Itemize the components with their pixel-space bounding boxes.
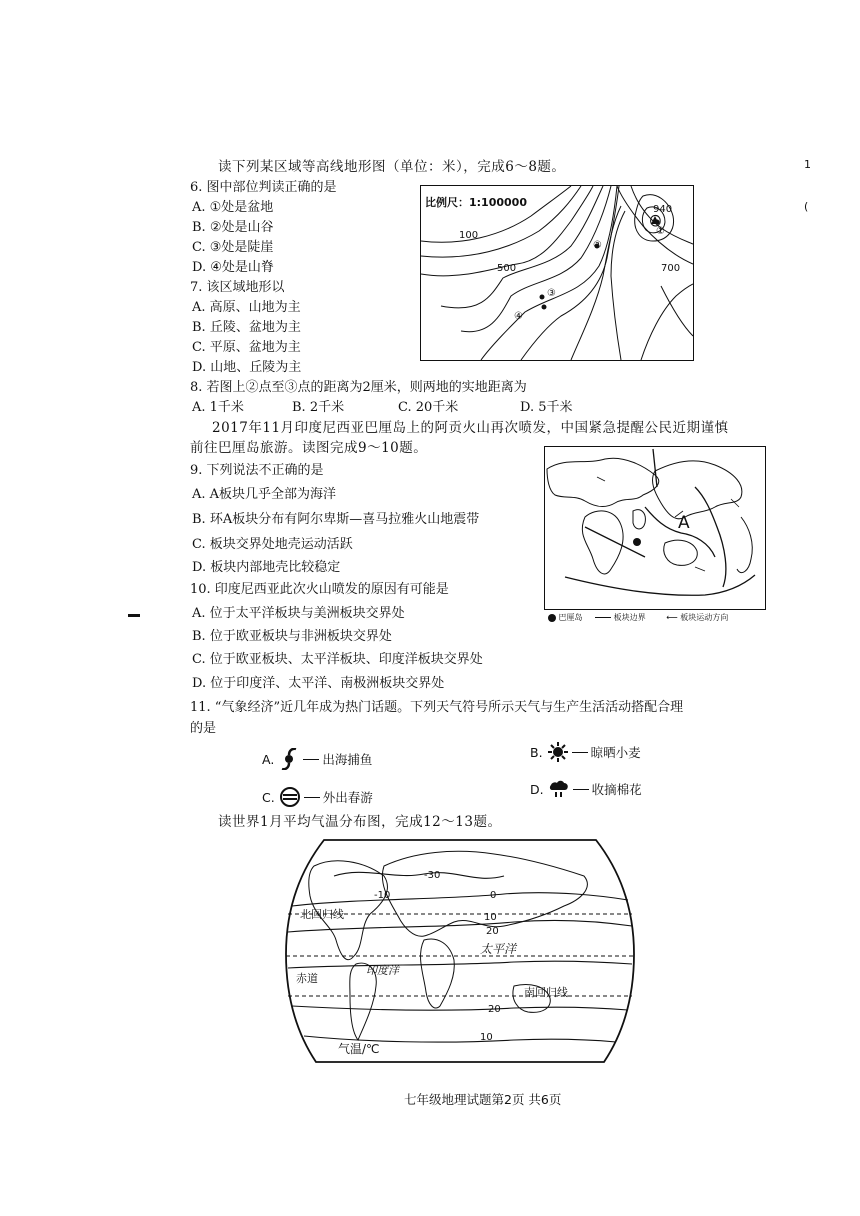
q6-stem: 6. 图中部位判读正确的是 (190, 180, 337, 195)
contour-point-2: ② (593, 240, 602, 251)
q6-option-a: A. ①处是盆地 (192, 200, 274, 215)
q11-option-d (530, 778, 642, 800)
contour-label-700: 700 (661, 263, 681, 274)
temp-label-cancer: 北回归线 (300, 908, 344, 921)
contour-intro: 读下列某区域等高线地形图（单位：米），完成6～8题。 (218, 159, 566, 175)
q10-option-a: A. 位于太平洋板块与美洲板块交界处 (192, 606, 405, 621)
contour-label-100: 100 (459, 230, 479, 241)
q8-option-b: B. 2千米 (292, 400, 345, 415)
contour-label-940: 940 (653, 204, 673, 215)
q9-stem: 9. 下列说法不正确的是 (190, 463, 324, 478)
q11-option-b-letter: B. (530, 744, 543, 760)
q10-stem: 10. 印度尼西亚此次火山喷发的原因有可能是 (190, 582, 449, 597)
margin-scribble (128, 614, 140, 617)
margin-mark-2: ( (804, 200, 809, 213)
temperature-map-drawing (284, 836, 636, 1066)
q11-option-d-letter: D. (530, 781, 544, 797)
temp-intro: 读世界1月平均气温分布图，完成12～13题。 (218, 814, 502, 830)
temp-label-10b: 10 (480, 1032, 493, 1043)
contour-label-500: 500 (497, 263, 517, 274)
plate-label-a: A (678, 513, 690, 533)
q11-option-a-letter: A. (262, 751, 275, 767)
q11-stem-line2: 的是 (190, 721, 217, 736)
contour-point-3: ③ (547, 288, 556, 299)
q11-option-b-text: 晾晒小麦 (590, 745, 641, 760)
q9-option-c: C. 板块交界处地壳运动活跃 (192, 537, 353, 552)
temp-label-0: 0 (490, 890, 497, 901)
temp-label-20a: 20 (486, 926, 499, 937)
temp-label-20b: 20 (488, 1004, 501, 1015)
q7-option-a: A. 高原、山地为主 (192, 300, 301, 315)
q8-option-c: C. 20千米 (398, 400, 459, 415)
typhoon-icon (278, 748, 300, 770)
q6-option-b: B. ②处是山谷 (192, 220, 274, 235)
q8-option-d: D. 5千米 (520, 400, 573, 415)
temp-label-indian: 印度洋 (366, 964, 399, 977)
q10-option-c: C. 位于欧亚板块、太平洋板块、印度洋板块交界处 (192, 652, 483, 667)
q11-option-a-text: 出海捕鱼 (322, 752, 373, 767)
q11-option-b-dash (572, 752, 588, 753)
temp-label-n10: -10 (374, 890, 391, 901)
contour-point-4: ④ (514, 311, 523, 322)
temp-label-legend: 气温/℃ (338, 1042, 380, 1056)
fog-icon (279, 786, 301, 808)
page-footer: 七年级地理试题第2页 共6页 (404, 1092, 562, 1107)
q7-option-b: B. 丘陵、盆地为主 (192, 320, 301, 335)
temp-label-capricorn: 南回归线 (524, 986, 568, 999)
legend-arrow-label: 板块运动方向 (680, 613, 729, 622)
q11-option-b (530, 741, 641, 763)
contour-map (420, 185, 694, 361)
q11-stem-line1: 11. “气象经济”近几年成为热门话题。下列天气符号所示天气与生产生活活动搭配合理 (190, 700, 684, 715)
volcano-intro-line2: 前往巴厘岛旅游。读图完成9～10题。 (190, 440, 428, 456)
contour-point-1: ① (656, 226, 665, 237)
q7-stem: 7. 该区域地形以 (190, 280, 285, 295)
q11-option-d-text: 收摘棉花 (591, 782, 642, 797)
q11-option-c-letter: C. (262, 789, 275, 805)
q9-option-d: D. 板块内部地壳比较稳定 (192, 560, 341, 575)
legend-arrow-icon: ⟵ (666, 613, 678, 622)
legend-dot-icon (548, 614, 556, 622)
q11-option-c-text: 外出春游 (322, 790, 373, 805)
legend-boundary-line (595, 617, 611, 618)
margin-mark-1: 1 (804, 158, 811, 171)
rain-cloud-icon (548, 778, 570, 800)
temp-label-n30: -30 (424, 870, 441, 881)
contour-scale: 比例尺：1:100000 (425, 196, 527, 209)
temp-label-equator: 赤道 (296, 972, 318, 985)
q9-option-a: A. A板块几乎全部为海洋 (192, 487, 337, 502)
q11-option-a-dash (303, 759, 319, 760)
temp-label-10a: 10 (484, 912, 497, 923)
plate-map-drawing (545, 447, 765, 609)
legend-dot-label: 巴厘岛 (558, 613, 583, 622)
q10-option-b: B. 位于欧亚板块与非洲板块交界处 (192, 629, 392, 644)
volcano-intro-line1: 2017年11月印度尼西亚巴厘岛上的阿贡火山再次喷发，中国紧急提醒公民近期谨慎 (212, 420, 729, 436)
q11-option-c (262, 786, 373, 808)
temperature-map (284, 836, 636, 1066)
legend-boundary-label: 板块边界 (613, 613, 646, 622)
q7-option-d: D. 山地、丘陵为主 (192, 360, 302, 375)
q10-option-d: D. 位于印度洋、太平洋、南极洲板块交界处 (192, 676, 445, 691)
q6-option-c: C. ③处是陡崖 (192, 240, 274, 255)
plate-map-legend (548, 612, 758, 624)
q11-option-d-dash (573, 789, 589, 790)
plate-map (544, 446, 766, 610)
q11-option-c-dash (304, 797, 320, 798)
q9-option-b: B. 环A板块分布有阿尔卑斯—喜马拉雅火山地震带 (192, 512, 480, 527)
temp-label-pacific: 太平洋 (480, 942, 517, 956)
sandstorm-icon (547, 741, 569, 763)
q11-option-a (262, 748, 372, 770)
q6-option-d: D. ④处是山脊 (192, 260, 274, 275)
q8-option-a: A. 1千米 (192, 400, 244, 415)
q7-option-c: C. 平原、盆地为主 (192, 340, 301, 355)
q8-stem: 8. 若图上②点至③点的距离为2厘米，则两地的实地距离为 (190, 380, 527, 395)
